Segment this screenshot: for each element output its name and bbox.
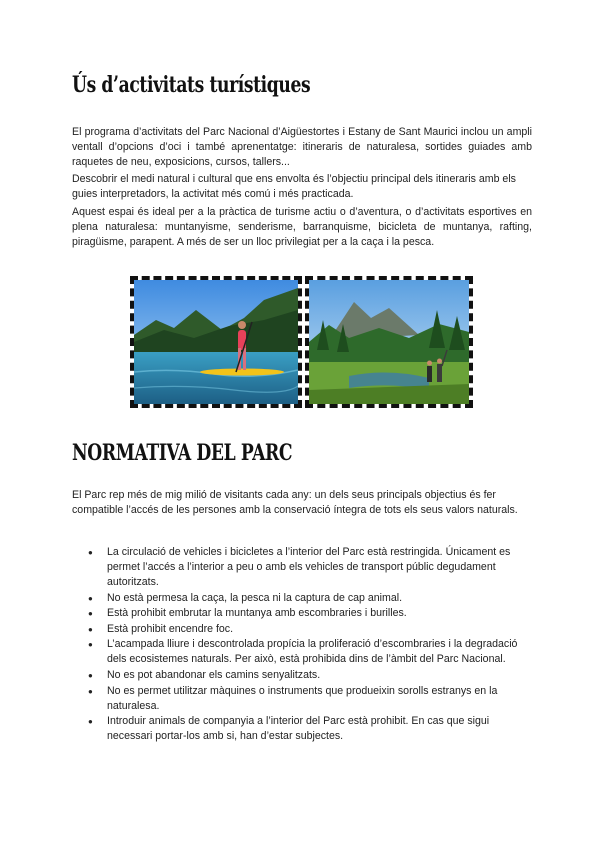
paragraph-park-visitors: El Parc rep més de mig milió de visitants cada any: un dels seus principals objectius és fer compatible l’accés de les persones amb la conservació íntegra de tots els seus valors naturals. [72, 489, 518, 516]
list-item: ● La circulació de vehicles i bicicletes a l’interior del Parc està restringida. Únicament es permet l’accés a l’interior a peu o amb els vehicles de transport públic degudament autoritzats. [88, 545, 528, 590]
photo-paddleboard-lake [130, 276, 302, 408]
list-item: ● No es pot abandonar els camins senyalitzats. [88, 668, 528, 683]
list-item: ● Està prohibit embrutar la muntanya amb escombraries i burilles. [88, 606, 528, 621]
section-title-tourist-activities: Ús d’activitats turístiques [72, 72, 311, 98]
paragraph-activities-program: El programa d’activitats del Parc Nacional d’Aigüestortes i Estany de Sant Maurici inclou un ampli ventall d’opcions d’oci i també aprenentatge: itineraris de naturalesa, sortides guiades amb raquetes de neu, exposicions, cursos, tallers... [72, 126, 532, 168]
list-item: ● No es permet utilitzar màquines o instruments que produeixin sorolls estranys en la naturalesa. [88, 684, 528, 714]
regulations-list [88, 545, 528, 745]
paragraph-discover-nature: Descobrir el medi natural i cultural que ens envolta és l’objectiu principal dels itineraris amb els guies interpretadors, la activitat més comú i més practicada. [72, 173, 516, 200]
paragraph-active-tourism: Aquest espai és ideal per a la pràctica de turisme actiu o d’aventura, o d’activitats esportives en plena naturalesa: muntanyisme, senderisme, barranquisme, bicicleta de muntanya, rafting, piragüisme, parapent. A més de ser un lloc privilegiat per a la caça i la pesca. [72, 206, 532, 248]
list-item: ● L’acampada lliure i descontrolada propícia la proliferació d’escombraries i la degradació dels ecosistemes naturals. Per això, està prohibida dins de l’àmbit del Parc Nacional. [88, 637, 528, 667]
list-item: ● No està permesa la caça, la pesca ni la captura de cap animal. [88, 591, 528, 606]
section-title-park-regulations: NORMATIVA DEL PARC [72, 440, 293, 466]
photo-hikers-forest [305, 276, 473, 408]
list-item: ● Introduir animals de companyia a l’interior del Parc està prohibit. En cas que sigui necessari portar-los amb si, han d’estar subjectes. [88, 714, 528, 744]
list-item: ● Està prohibit encendre foc. [88, 622, 528, 637]
